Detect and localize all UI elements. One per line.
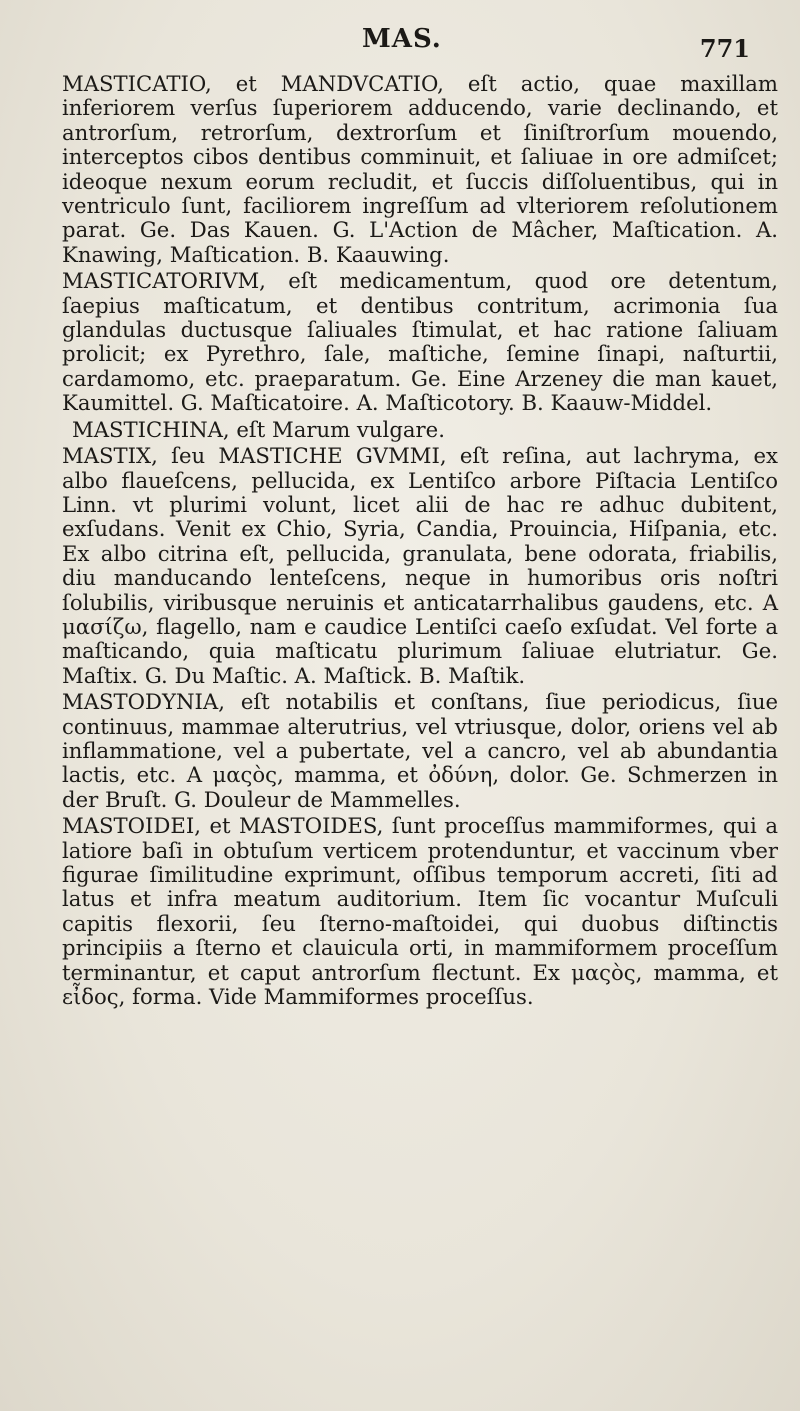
running-head-word: MAS.	[362, 24, 442, 54]
entry-masticatorium: MASTICATORIVM, eſt medicamentum, quod ore detentum, ſaepius maſticatum, et dentibus contritum, acrimonia ſua glandulas ductusque ſaliuales ſtimulat, et hac ratione ſaliuam prolicit; ex Pyrethro, ſale, maſtiche, ſemine ſinapi, naſturtii, cardamomo, etc. praeparatum. Ge. Eine Arzeney die man kauet, Kaumittel. G. Maſticatoire. A. Maſticotory. B. Kaauw-Middel.	[62, 268, 778, 416]
page-number: 771	[699, 34, 750, 63]
running-head	[60, 22, 770, 62]
entry-mastodynia: MASTODYNIA, eſt notabilis et conſtans, ſiue periodicus, ſiue continuus, mammae alterutrius, vel vtriusque, dolor, oriens vel ab inflammatione, vel a pubertate, vel a cancro, vel ab abundantia lactis, etc. A μαςὸς, mamma, et ὀδύνη, dolor. Ge. Schmerzen in der Bruſt. G. Douleur de Mammelles.	[62, 689, 778, 812]
entry-masticatio: MASTICATIO, et MANDVCATIO, eſt actio, quae maxillam inferiorem verſus ſuperiorem adducendo, varie declinando, et antrorſum, retrorſum, dextrorſum et ſiniſtrorſum mouendo, interceptos cibos dentibus comminuit, et ſaliuae in ore admiſcet; ideoque nexum eorum recludit, et ſuccis diſſoluentibus, qui in ventriculo ſunt, faciliorem ingreſſum ad vlteriorem reſolutionem parat. Ge. Das Kauen. G. L'Action de Mâcher, Maſtication. A. Knawing, Maſtication. B. Kaauwing.	[62, 71, 778, 267]
entry-mastichina: MASTICHINA, eſt Marum vulgare.	[72, 416, 445, 442]
entry-mastix: MASTIX, ſeu MASTICHE GVMMI, eſt reſina, aut lachryma, ex albo flaueſcens, pellucida, ex Lentiſco arbore Piſtacia Lentiſco Linn. vt plurimi volunt, licet alii de hac re adhuc dubitent, exſudans. Venit ex Chio, Syria, Candia, Prouincia, Hiſpania, etc. Ex albo citrina eſt, pellucida, granulata, bene odorata, friabilis, diu manducando lenteſcens, neque in humoribus oris noſtri ſolubilis, viribusque neruinis et anticatarrhalibus gaudens, etc. A μασίζω, flagello, nam e caudice Lentiſci caeſo exſudat. Vel forte a maſticando, quia maſticatu plurimum ſaliuae elutriatur. Ge. Maſtix. G. Du Maſtic. A. Maſtick. B. Maſtik.	[62, 443, 778, 688]
dictionary-column	[62, 72, 778, 1011]
entry-mastoidei: MASTOIDEI, et MASTOIDES, ſunt proceſſus mammiformes, qui a latiore baſi in obtuſum verticem protenduntur, et vaccinum vber figurae ſimilitudine exprimunt, oſſibus temporum accreti, ſiti ad latus et infra meatum auditorium. Item ſic vocantur Muſculi capitis flexorii, ſeu ſterno-maſtoidei, qui duobus diſtinctis principiis a ſterno et clauicula orti, in mammiformem proceſſum terminantur, et caput antrorſum flectunt. Ex μαςὸς, mamma, et εἶδος, forma. Vide Mammiformes proceſſus.	[62, 813, 778, 1010]
